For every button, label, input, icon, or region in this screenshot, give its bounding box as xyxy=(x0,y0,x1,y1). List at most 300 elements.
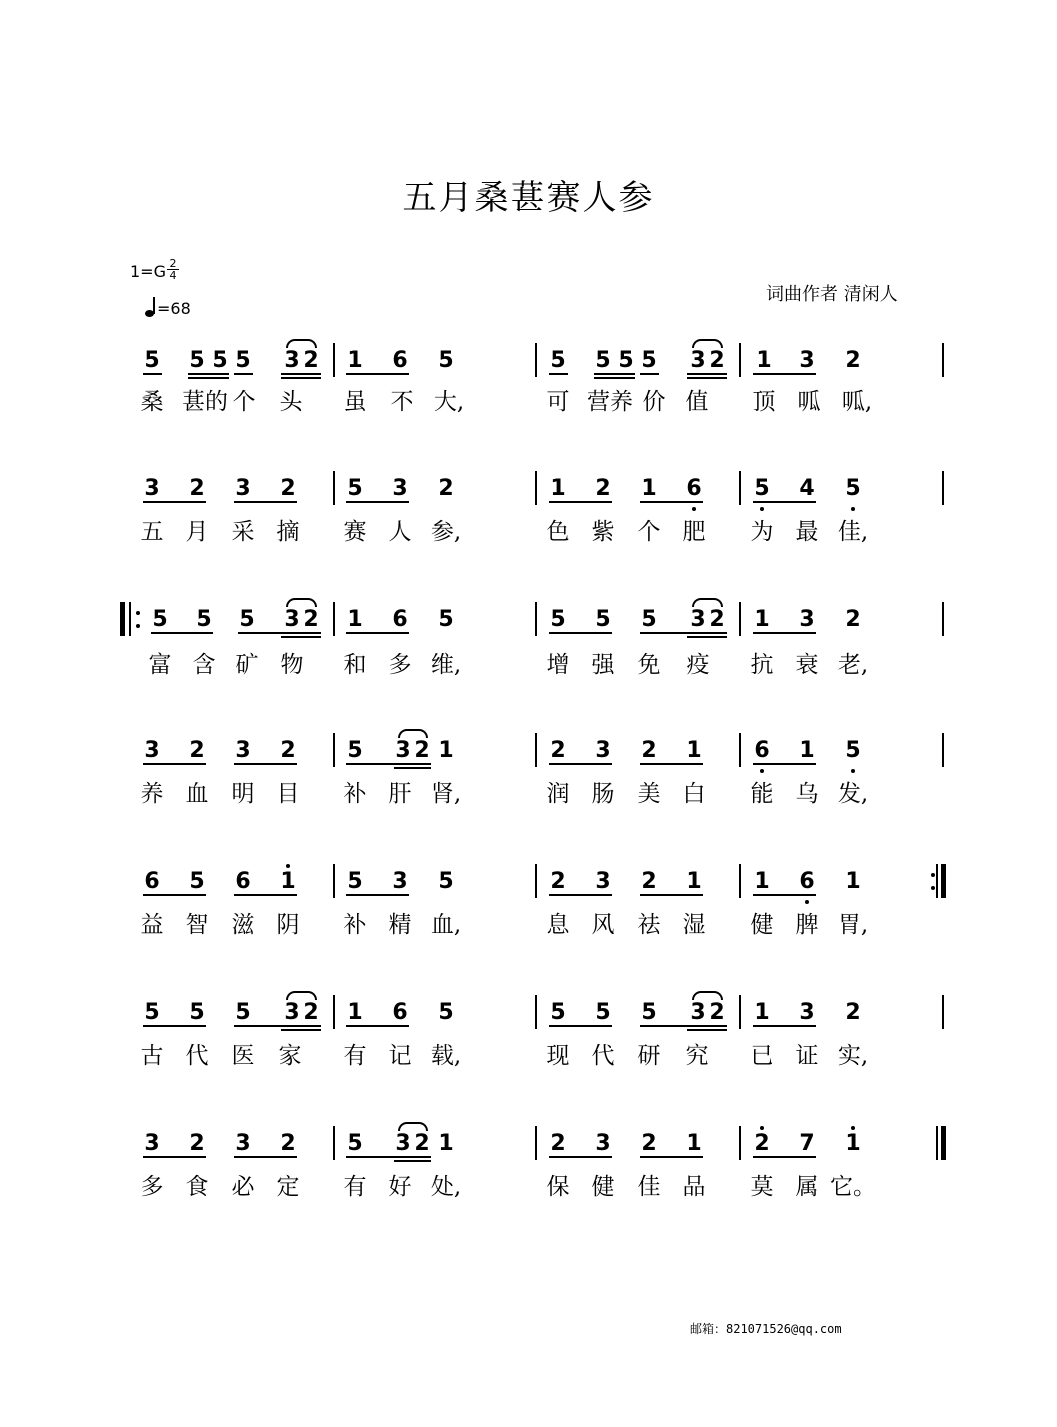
beam-line xyxy=(594,377,635,379)
beam-line xyxy=(234,1156,297,1158)
beam-line xyxy=(151,632,213,634)
note: 2 xyxy=(641,738,657,763)
beam-line xyxy=(640,763,703,765)
lyric: 现 xyxy=(546,1043,570,1069)
note: 3 xyxy=(690,1000,706,1025)
lyric: 矿 xyxy=(235,652,259,678)
lyric: 湿 xyxy=(682,912,706,938)
lyric: 赛 xyxy=(343,519,367,545)
note: 2 xyxy=(709,348,725,373)
note: 1 xyxy=(347,1000,363,1025)
tie-arc xyxy=(692,339,723,348)
note: 1 xyxy=(347,607,363,632)
note: 2 xyxy=(550,869,566,894)
lyric: 补 xyxy=(343,781,367,807)
barline xyxy=(333,733,335,767)
lyric: 滋 xyxy=(231,912,255,938)
octave-dot xyxy=(805,900,809,904)
tempo-marking xyxy=(145,299,191,318)
note: 5 xyxy=(550,348,566,373)
quarter-note-icon xyxy=(145,299,157,317)
tie-arc xyxy=(398,729,428,738)
note: 5 xyxy=(347,738,363,763)
note: 3 xyxy=(235,476,251,501)
note: 5 xyxy=(641,607,657,632)
beam-line xyxy=(143,1025,206,1027)
note: 3 xyxy=(144,476,160,501)
note: 3 xyxy=(284,607,300,632)
note: 5 xyxy=(438,348,454,373)
lyric: 智 xyxy=(185,912,209,938)
beam-line xyxy=(687,1029,727,1031)
lyric: 有 xyxy=(343,1174,367,1200)
beam-line xyxy=(753,632,816,634)
lyric: 莫 xyxy=(750,1174,774,1200)
lyric: 肥 xyxy=(682,519,706,545)
barline xyxy=(333,471,335,505)
note: 5 xyxy=(618,348,634,373)
lyric: 佳, xyxy=(837,519,869,545)
beam-line xyxy=(143,373,162,375)
lyric: 佳 xyxy=(637,1174,661,1200)
octave-dot xyxy=(760,507,764,511)
lyric: 息 xyxy=(546,912,570,938)
lyric: 目 xyxy=(276,781,300,807)
note: 2 xyxy=(641,869,657,894)
beam-line xyxy=(234,1025,321,1027)
beam-line xyxy=(640,373,659,375)
beam-line xyxy=(640,1156,703,1158)
lyric: 美 xyxy=(637,781,661,807)
lyric: 虽 xyxy=(343,389,367,415)
note: 2 xyxy=(595,476,611,501)
note: 2 xyxy=(414,1131,430,1156)
beam-line xyxy=(549,763,612,765)
time-signature-bottom: 4 xyxy=(167,269,179,281)
note: 3 xyxy=(235,1131,251,1156)
lyric: 有 xyxy=(343,1043,367,1069)
barline xyxy=(535,864,537,898)
time-signature-top: 2 xyxy=(169,257,177,270)
lyric: 补 xyxy=(343,912,367,938)
beam-line xyxy=(234,501,297,503)
repeat-end-thick xyxy=(941,864,946,898)
note: 2 xyxy=(189,738,205,763)
lyric: 色 xyxy=(546,519,570,545)
note: 6 xyxy=(392,607,408,632)
note: 3 xyxy=(392,869,408,894)
lyric: 五 xyxy=(140,519,164,545)
note: 3 xyxy=(595,738,611,763)
note: 1 xyxy=(799,738,815,763)
beam-line xyxy=(549,501,612,503)
lyric: 富 xyxy=(148,652,172,678)
lyric: 究 xyxy=(685,1043,709,1069)
note: 3 xyxy=(690,607,706,632)
note: 1 xyxy=(754,869,770,894)
beam-line xyxy=(234,894,297,896)
beam-line xyxy=(640,894,703,896)
beam-line xyxy=(549,373,568,375)
barline xyxy=(535,343,537,377)
note: 1 xyxy=(641,476,657,501)
lyric: 健 xyxy=(591,1174,615,1200)
note: 2 xyxy=(303,348,319,373)
note: 5 xyxy=(845,738,861,763)
beam-line xyxy=(281,1029,321,1031)
note: 5 xyxy=(754,476,770,501)
lyric: 发, xyxy=(837,781,869,807)
lyric: 强 xyxy=(591,652,615,678)
note: 2 xyxy=(709,607,725,632)
lyric: 明 xyxy=(231,781,255,807)
beam-line xyxy=(394,1160,431,1162)
lyric: 老, xyxy=(837,652,869,678)
lyric: 大, xyxy=(433,389,465,415)
beam-line xyxy=(346,1156,431,1158)
lyric: 维, xyxy=(430,652,462,678)
note: 1 xyxy=(550,476,566,501)
lyric: 健 xyxy=(750,912,774,938)
note: 1 xyxy=(845,869,861,894)
lyric: 风 xyxy=(591,912,615,938)
octave-dot xyxy=(760,1126,764,1130)
barline xyxy=(333,343,335,377)
note: 3 xyxy=(235,738,251,763)
barline xyxy=(333,995,335,1029)
beam-line xyxy=(753,894,816,896)
note: 5 xyxy=(347,476,363,501)
lyric: 祛 xyxy=(637,912,661,938)
note: 2 xyxy=(280,738,296,763)
tie-arc xyxy=(286,991,317,1000)
beam-line xyxy=(234,373,253,375)
barline xyxy=(739,471,741,505)
beam-line xyxy=(549,1025,612,1027)
beam-line xyxy=(346,501,409,503)
lyric: 精 xyxy=(388,912,412,938)
note: 1 xyxy=(347,348,363,373)
note: 3 xyxy=(392,476,408,501)
lyric: 必 xyxy=(231,1174,255,1200)
beam-line xyxy=(346,632,409,634)
beam-line xyxy=(753,1156,816,1158)
lyric: 紫 xyxy=(591,519,615,545)
beam-line xyxy=(594,373,635,375)
barline xyxy=(739,995,741,1029)
lyric: 葚的 xyxy=(182,389,228,415)
note: 2 xyxy=(550,1131,566,1156)
barline xyxy=(739,1126,741,1160)
tie-arc xyxy=(286,598,317,607)
note: 2 xyxy=(641,1131,657,1156)
note: 5 xyxy=(641,1000,657,1025)
lyric: 肠 xyxy=(591,781,615,807)
beam-line xyxy=(281,377,321,379)
note: 7 xyxy=(799,1131,815,1156)
lyric: 和 xyxy=(343,652,367,678)
beam-line xyxy=(687,377,727,379)
barline xyxy=(333,864,335,898)
song-title: 五月桑葚赛人参 xyxy=(402,178,655,218)
lyric: 医 xyxy=(231,1043,255,1069)
note: 6 xyxy=(754,738,770,763)
beam-line xyxy=(549,632,612,634)
note: 2 xyxy=(709,1000,725,1025)
tie-arc xyxy=(286,339,317,348)
note: 1 xyxy=(280,869,296,894)
note: 3 xyxy=(799,1000,815,1025)
lyric: 记 xyxy=(388,1043,412,1069)
note: 3 xyxy=(595,1131,611,1156)
beam-line xyxy=(238,632,321,634)
note: 5 xyxy=(595,607,611,632)
lyric: 好 xyxy=(388,1174,412,1200)
note: 5 xyxy=(144,1000,160,1025)
note: 2 xyxy=(303,1000,319,1025)
lyric: 血, xyxy=(430,912,462,938)
lyric: 乌 xyxy=(795,781,819,807)
note: 5 xyxy=(438,1000,454,1025)
note: 3 xyxy=(595,869,611,894)
note: 2 xyxy=(414,738,430,763)
note: 6 xyxy=(686,476,702,501)
beam-line xyxy=(753,1025,816,1027)
lyric: 值 xyxy=(685,389,709,415)
beam-line xyxy=(143,501,206,503)
lyric: 代 xyxy=(185,1043,209,1069)
note: 5 xyxy=(152,607,168,632)
lyric: 可 xyxy=(546,389,570,415)
lyric: 物 xyxy=(280,652,304,678)
barline xyxy=(535,602,537,636)
note: 6 xyxy=(144,869,160,894)
lyric: 实, xyxy=(837,1043,869,1069)
lyric: 食 xyxy=(185,1174,209,1200)
note: 5 xyxy=(550,607,566,632)
note: 2 xyxy=(280,476,296,501)
lyric: 肾, xyxy=(430,781,462,807)
note: 3 xyxy=(395,1131,411,1156)
lyric: 摘 xyxy=(276,519,300,545)
beam-line xyxy=(281,636,321,638)
beam-line xyxy=(549,1156,612,1158)
tie-arc xyxy=(692,991,723,1000)
beam-line xyxy=(188,373,229,375)
octave-dot xyxy=(692,507,696,511)
beam-line xyxy=(753,763,816,765)
note: 5 xyxy=(235,348,251,373)
lyric: 价 xyxy=(642,389,666,415)
barline xyxy=(942,471,944,505)
repeat-start-thick xyxy=(120,602,125,636)
note: 1 xyxy=(438,1131,454,1156)
note: 1 xyxy=(754,607,770,632)
note: 5 xyxy=(189,348,205,373)
note: 4 xyxy=(799,476,815,501)
key-signature: 1=G xyxy=(130,262,166,281)
note: 5 xyxy=(196,607,212,632)
note: 1 xyxy=(686,1131,702,1156)
note: 1 xyxy=(686,738,702,763)
barline xyxy=(739,343,741,377)
note: 3 xyxy=(284,1000,300,1025)
tie-arc xyxy=(692,598,723,607)
note: 5 xyxy=(347,869,363,894)
lyric: 定 xyxy=(276,1174,300,1200)
octave-dot xyxy=(760,769,764,773)
note: 1 xyxy=(756,348,772,373)
note: 3 xyxy=(690,348,706,373)
composer-credit: 词曲作者 清闲人 xyxy=(766,284,898,305)
repeat-dot xyxy=(931,886,935,890)
lyric: 已 xyxy=(750,1043,774,1069)
note: 2 xyxy=(754,1131,770,1156)
barline xyxy=(942,995,944,1029)
note: 2 xyxy=(550,738,566,763)
note: 3 xyxy=(284,348,300,373)
octave-dot xyxy=(286,864,290,868)
note: 1 xyxy=(754,1000,770,1025)
note: 5 xyxy=(239,607,255,632)
beam-line xyxy=(143,894,206,896)
lyric: 人 xyxy=(388,519,412,545)
beam-line xyxy=(346,373,409,375)
lyric: 呱, xyxy=(841,389,873,415)
repeat-end-thin xyxy=(936,864,938,898)
barline xyxy=(739,864,741,898)
repeat-dot xyxy=(136,611,140,615)
beam-line xyxy=(640,1025,727,1027)
lyric: 肝 xyxy=(388,781,412,807)
lyric: 代 xyxy=(591,1043,615,1069)
barline xyxy=(942,733,944,767)
final-barline-thin xyxy=(936,1126,938,1160)
lyric: 能 xyxy=(750,781,774,807)
lyric: 月 xyxy=(185,519,209,545)
barline xyxy=(535,471,537,505)
beam-line xyxy=(640,632,727,634)
beam-line xyxy=(143,1156,206,1158)
beam-line xyxy=(281,373,321,375)
beam-line xyxy=(687,373,727,375)
note: 5 xyxy=(550,1000,566,1025)
lyric: 载, xyxy=(430,1043,462,1069)
tie-arc xyxy=(398,1122,428,1131)
barline xyxy=(333,1126,335,1160)
tempo-value: =68 xyxy=(157,299,191,318)
beam-line xyxy=(753,373,816,375)
barline xyxy=(333,602,335,636)
lyric: 家 xyxy=(278,1043,302,1069)
note: 5 xyxy=(347,1131,363,1156)
beam-line xyxy=(394,767,431,769)
note: 5 xyxy=(189,869,205,894)
note: 5 xyxy=(438,607,454,632)
final-barline-thick xyxy=(941,1126,946,1160)
lyric: 润 xyxy=(546,781,570,807)
lyric: 它。 xyxy=(830,1174,876,1200)
lyric: 桑 xyxy=(140,389,164,415)
note: 1 xyxy=(686,869,702,894)
note: 1 xyxy=(845,1131,861,1156)
repeat-dot xyxy=(136,624,140,628)
lyric: 含 xyxy=(192,652,216,678)
lyric: 疫 xyxy=(686,652,710,678)
lyric: 益 xyxy=(140,912,164,938)
note: 2 xyxy=(438,476,454,501)
note: 6 xyxy=(392,348,408,373)
beam-line xyxy=(188,377,229,379)
note: 3 xyxy=(395,738,411,763)
lyric: 增 xyxy=(546,652,570,678)
note: 5 xyxy=(641,348,657,373)
barline xyxy=(535,995,537,1029)
barline xyxy=(535,733,537,767)
beam-line xyxy=(346,1025,409,1027)
lyric: 处, xyxy=(430,1174,462,1200)
lyric: 呱 xyxy=(797,389,821,415)
beam-line xyxy=(753,501,816,503)
note: 5 xyxy=(144,348,160,373)
note: 2 xyxy=(845,1000,861,1025)
lyric: 品 xyxy=(682,1174,706,1200)
note: 5 xyxy=(438,869,454,894)
note: 3 xyxy=(799,607,815,632)
lyric: 顶 xyxy=(752,389,776,415)
beam-line xyxy=(640,501,703,503)
repeat-start-thin xyxy=(129,602,131,636)
lyric: 采 xyxy=(231,519,255,545)
barline xyxy=(942,343,944,377)
note: 2 xyxy=(280,1131,296,1156)
note: 6 xyxy=(392,1000,408,1025)
lyric: 参, xyxy=(430,519,462,545)
lyric: 研 xyxy=(637,1043,661,1069)
lyric: 血 xyxy=(185,781,209,807)
note: 1 xyxy=(438,738,454,763)
barline xyxy=(535,1126,537,1160)
time-signature xyxy=(167,258,179,281)
lyric: 养 xyxy=(140,781,164,807)
barline xyxy=(739,733,741,767)
lyric: 属 xyxy=(795,1174,819,1200)
note: 5 xyxy=(595,1000,611,1025)
lyric: 头 xyxy=(279,389,303,415)
note: 5 xyxy=(189,1000,205,1025)
beam-line xyxy=(346,763,431,765)
lyric: 为 xyxy=(750,519,774,545)
lyric: 古 xyxy=(140,1043,164,1069)
note: 3 xyxy=(144,1131,160,1156)
octave-dot xyxy=(851,769,855,773)
note: 5 xyxy=(235,1000,251,1025)
lyric: 个 xyxy=(637,519,661,545)
lyric: 不 xyxy=(390,389,414,415)
lyric: 胃, xyxy=(837,912,869,938)
lyric: 营养 xyxy=(587,389,633,415)
lyric: 个 xyxy=(232,389,256,415)
note: 2 xyxy=(303,607,319,632)
octave-dot xyxy=(851,1126,855,1130)
beam-line xyxy=(234,763,297,765)
note: 5 xyxy=(595,348,611,373)
lyric: 衰 xyxy=(795,652,819,678)
note: 6 xyxy=(235,869,251,894)
octave-dot xyxy=(851,507,855,511)
lyric: 证 xyxy=(795,1043,819,1069)
note: 3 xyxy=(144,738,160,763)
